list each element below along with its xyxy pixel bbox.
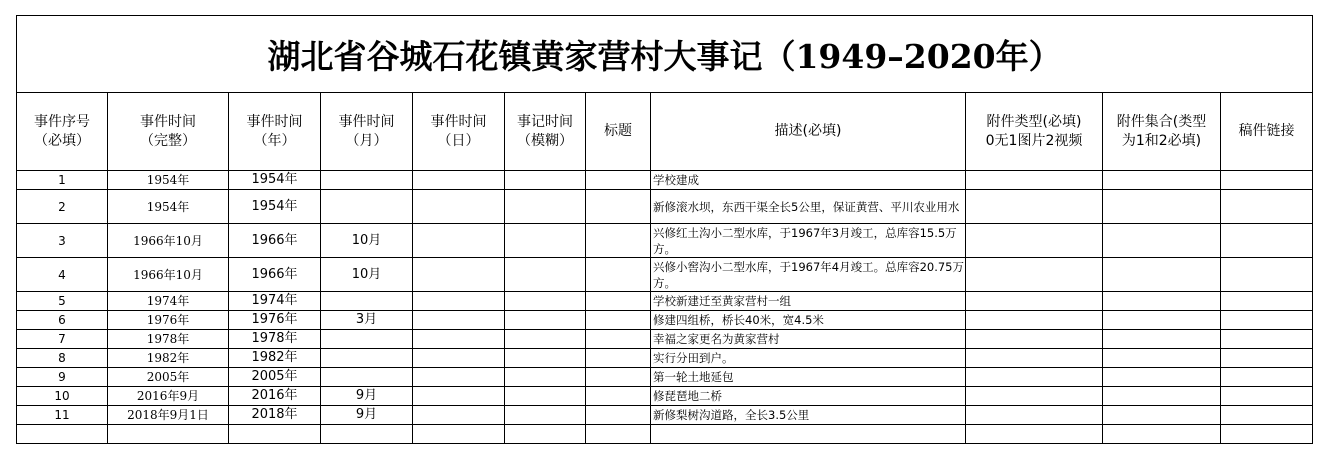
article-link-cell	[1221, 387, 1313, 406]
header-event-number-line: （必填）	[34, 132, 90, 149]
header-article-link	[1221, 93, 1313, 171]
header-event-time-full-line: 事件时间	[140, 113, 196, 130]
event-month-cell	[321, 171, 413, 190]
event-title-cell	[586, 224, 651, 258]
attachment-set-cell	[1103, 224, 1221, 258]
event-month-cell	[321, 349, 413, 368]
empty-cell	[321, 425, 413, 444]
event-fuzzy-time-cell	[505, 349, 586, 368]
event-month-cell: 9月	[321, 387, 413, 406]
event-fuzzy-time-cell	[505, 311, 586, 330]
header-attachment-type	[966, 93, 1103, 171]
event-time-full-cell: 1976年	[108, 311, 229, 330]
event-day-cell	[413, 330, 505, 349]
event-month-cell: 3月	[321, 311, 413, 330]
attachment-set-cell	[1103, 190, 1221, 224]
event-year-cell: 2005年	[229, 368, 321, 387]
attachment-type-cell	[966, 171, 1103, 190]
event-year-cell: 2016年	[229, 387, 321, 406]
attachment-set-cell	[1103, 292, 1221, 311]
attachment-set-cell	[1103, 349, 1221, 368]
event-day-cell	[413, 258, 505, 292]
event-day-cell	[413, 224, 505, 258]
header-title	[586, 93, 651, 171]
table-row	[17, 224, 1313, 258]
attachment-set-cell	[1103, 258, 1221, 292]
header-description-line: 描述(必填)	[774, 123, 842, 139]
event-number-cell: 6	[17, 311, 108, 330]
header-event-fuzzy-time-line: （模糊）	[517, 132, 573, 149]
event-fuzzy-time-cell	[505, 368, 586, 387]
empty-row	[17, 425, 1313, 444]
empty-cell	[229, 425, 321, 444]
event-fuzzy-time-cell	[505, 330, 586, 349]
event-description-cell: 幸福之家更名为黄家营村	[651, 330, 966, 349]
event-time-full-cell: 1978年	[108, 330, 229, 349]
event-fuzzy-time-cell	[505, 224, 586, 258]
event-year-cell: 1954年	[229, 171, 321, 190]
header-row	[17, 93, 1313, 171]
table-row	[17, 258, 1313, 292]
table-row	[17, 406, 1313, 425]
event-number-cell: 8	[17, 349, 108, 368]
header-attachment-type-line: 附件类型(必填)	[986, 113, 1082, 130]
event-description-cell: 兴修小窖沟小二型水库，于1967年4月竣工。总库容20.75万方。	[651, 258, 966, 292]
attachment-type-cell	[966, 330, 1103, 349]
event-year-cell: 1982年	[229, 349, 321, 368]
event-month-cell: 10月	[321, 224, 413, 258]
event-title-cell	[586, 258, 651, 292]
event-title-cell	[586, 311, 651, 330]
article-link-cell	[1221, 171, 1313, 190]
header-event-time-full-line: （完整）	[140, 132, 196, 149]
event-number-cell: 7	[17, 330, 108, 349]
event-description-cell: 学校建成	[651, 171, 966, 190]
empty-cell	[1103, 425, 1221, 444]
page-title: 湖北省谷城石花镇黄家营村大事记（1949–2020年）	[17, 16, 1313, 93]
header-event-number-line: 事件序号	[34, 113, 90, 130]
event-month-cell	[321, 368, 413, 387]
event-time-full-cell: 1982年	[108, 349, 229, 368]
event-time-full-cell: 2016年9月	[108, 387, 229, 406]
table-row	[17, 349, 1313, 368]
event-fuzzy-time-cell	[505, 406, 586, 425]
event-number-cell: 2	[17, 190, 108, 224]
event-title-cell	[586, 292, 651, 311]
table-row	[17, 368, 1313, 387]
event-description-cell: 第一轮土地延包	[651, 368, 966, 387]
event-time-full-cell: 1954年	[108, 171, 229, 190]
event-title-cell	[586, 330, 651, 349]
event-description-cell: 实行分田到户。	[651, 349, 966, 368]
event-year-cell: 1966年	[229, 224, 321, 258]
event-year-cell: 2018年	[229, 406, 321, 425]
event-time-full-cell: 1966年10月	[108, 224, 229, 258]
event-number-cell: 4	[17, 258, 108, 292]
table-row	[17, 190, 1313, 224]
event-year-cell: 1978年	[229, 330, 321, 349]
header-event-time-full	[108, 93, 229, 171]
event-fuzzy-time-cell	[505, 292, 586, 311]
table-row	[17, 292, 1313, 311]
event-number-cell: 9	[17, 368, 108, 387]
event-number-cell: 11	[17, 406, 108, 425]
event-description-cell: 新修滚水坝，东西干渠全长5公里，保证黄营、平川农业用水	[651, 190, 966, 224]
article-link-cell	[1221, 349, 1313, 368]
header-event-day	[413, 93, 505, 171]
table-row	[17, 387, 1313, 406]
event-title-cell	[586, 368, 651, 387]
event-description-cell: 修建四组桥，桥长40米，宽4.5米	[651, 311, 966, 330]
table-row	[17, 171, 1313, 190]
event-description-cell: 兴修红土沟小二型水库，于1967年3月竣工，总库容15.5万方。	[651, 224, 966, 258]
event-time-full-cell: 1954年	[108, 190, 229, 224]
header-event-month-line: （月）	[345, 132, 388, 149]
header-attachment-set	[1103, 93, 1221, 171]
header-event-fuzzy-time-line: 事记时间	[517, 113, 573, 130]
header-event-month-line: 事件时间	[338, 113, 395, 130]
event-title-cell	[586, 349, 651, 368]
event-description-cell: 学校新建迁至黄家营村一组	[651, 292, 966, 311]
event-fuzzy-time-cell	[505, 190, 586, 224]
attachment-set-cell	[1103, 311, 1221, 330]
attachment-type-cell	[966, 224, 1103, 258]
empty-cell	[505, 425, 586, 444]
attachment-set-cell	[1103, 171, 1221, 190]
event-year-cell: 1976年	[229, 311, 321, 330]
empty-cell	[17, 425, 108, 444]
empty-cell	[586, 425, 651, 444]
event-day-cell	[413, 406, 505, 425]
event-month-cell	[321, 190, 413, 224]
event-month-cell: 9月	[321, 406, 413, 425]
header-article-link-line: 稿件链接	[1238, 123, 1295, 139]
article-link-cell	[1221, 190, 1313, 224]
header-title-line: 标题	[604, 123, 632, 139]
attachment-type-cell	[966, 406, 1103, 425]
event-day-cell	[413, 349, 505, 368]
attachment-type-cell	[966, 349, 1103, 368]
event-title-cell	[586, 190, 651, 224]
article-link-cell	[1221, 406, 1313, 425]
event-fuzzy-time-cell	[505, 387, 586, 406]
event-month-cell	[321, 292, 413, 311]
article-link-cell	[1221, 311, 1313, 330]
event-time-full-cell: 2018年9月1日	[108, 406, 229, 425]
header-event-month	[321, 93, 413, 171]
attachment-set-cell	[1103, 368, 1221, 387]
event-fuzzy-time-cell	[505, 171, 586, 190]
event-description-cell: 修琵琶地二桥	[651, 387, 966, 406]
event-year-cell: 1966年	[229, 258, 321, 292]
chronicle-table	[16, 15, 1313, 444]
event-month-cell	[321, 330, 413, 349]
header-event-year	[229, 93, 321, 171]
event-number-cell: 1	[17, 171, 108, 190]
event-day-cell	[413, 190, 505, 224]
empty-cell	[413, 425, 505, 444]
table-row	[17, 311, 1313, 330]
event-title-cell	[586, 171, 651, 190]
header-event-number	[17, 93, 108, 171]
event-month-cell: 10月	[321, 258, 413, 292]
attachment-set-cell	[1103, 387, 1221, 406]
event-title-cell	[586, 406, 651, 425]
article-link-cell	[1221, 368, 1313, 387]
attachment-type-cell	[966, 190, 1103, 224]
table-row	[17, 330, 1313, 349]
event-day-cell	[413, 171, 505, 190]
attachment-type-cell	[966, 311, 1103, 330]
event-year-cell: 1954年	[229, 190, 321, 224]
event-day-cell	[413, 387, 505, 406]
article-link-cell	[1221, 258, 1313, 292]
attachment-set-cell	[1103, 406, 1221, 425]
event-time-full-cell: 2005年	[108, 368, 229, 387]
header-description	[651, 93, 966, 171]
event-title-cell	[586, 387, 651, 406]
empty-cell	[651, 425, 966, 444]
empty-cell	[1221, 425, 1313, 444]
header-attachment-set-line: 为1和2必填)	[1121, 132, 1202, 149]
header-event-day-line: 事件时间	[430, 113, 487, 130]
header-attachment-type-line: 0无1图片2视频	[985, 132, 1083, 149]
event-day-cell	[413, 311, 505, 330]
header-event-year-line: （年）	[253, 132, 296, 149]
event-number-cell: 3	[17, 224, 108, 258]
event-time-full-cell: 1966年10月	[108, 258, 229, 292]
header-attachment-set-line: 附件集合(类型	[1116, 113, 1207, 130]
event-number-cell: 5	[17, 292, 108, 311]
attachment-set-cell	[1103, 330, 1221, 349]
header-event-day-line: （日）	[437, 132, 480, 149]
event-fuzzy-time-cell	[505, 258, 586, 292]
event-day-cell	[413, 368, 505, 387]
article-link-cell	[1221, 330, 1313, 349]
empty-cell	[966, 425, 1103, 444]
empty-cell	[108, 425, 229, 444]
attachment-type-cell	[966, 292, 1103, 311]
event-number-cell: 10	[17, 387, 108, 406]
event-day-cell	[413, 292, 505, 311]
header-event-year-line: 事件时间	[246, 113, 303, 130]
attachment-type-cell	[966, 387, 1103, 406]
attachment-type-cell	[966, 258, 1103, 292]
event-year-cell: 1974年	[229, 292, 321, 311]
event-time-full-cell: 1974年	[108, 292, 229, 311]
article-link-cell	[1221, 292, 1313, 311]
event-description-cell: 新修梨树沟道路，全长3.5公里	[651, 406, 966, 425]
article-link-cell	[1221, 224, 1313, 258]
attachment-type-cell	[966, 368, 1103, 387]
header-event-fuzzy-time	[505, 93, 586, 171]
